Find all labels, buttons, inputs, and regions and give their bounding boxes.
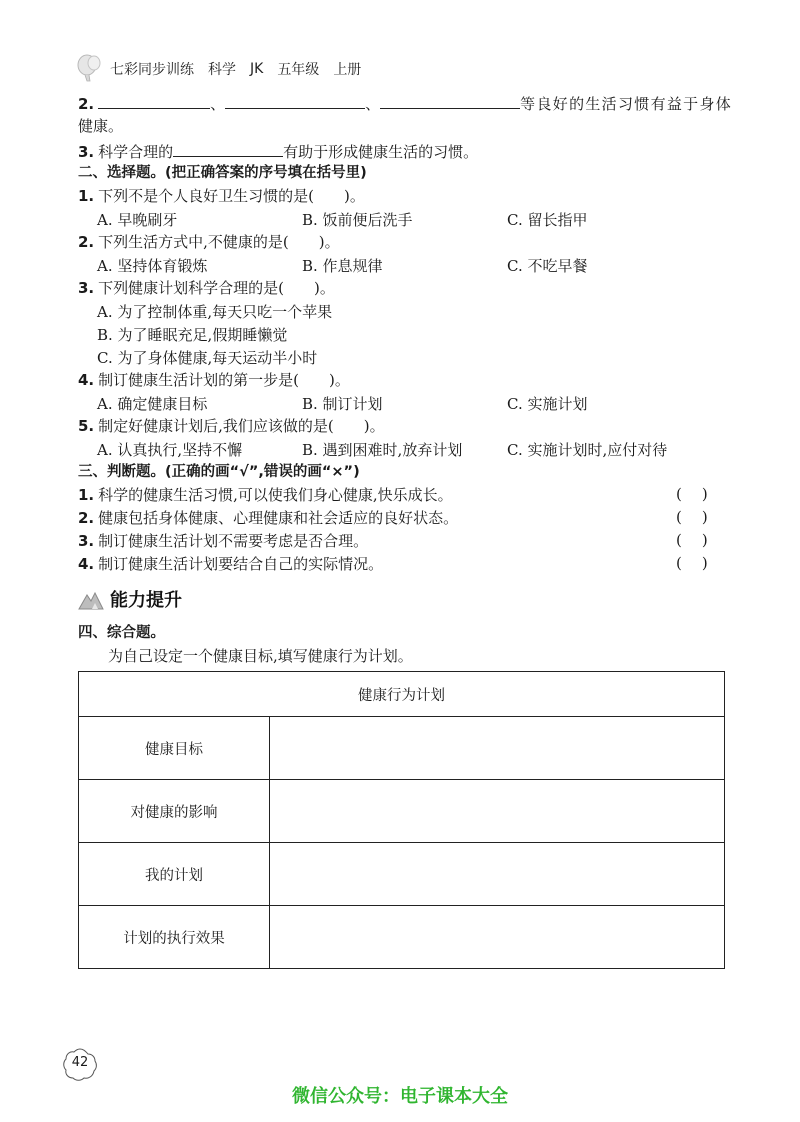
judge-item-1: 1. 科学的健康生活习惯,可以使我们身心健康,快乐成长。 (78, 486, 453, 504)
option-c[interactable]: C. 为了身体健康,每天运动半小时 (97, 349, 318, 367)
page-number: 42 (71, 1055, 89, 1070)
option-c[interactable]: C. 不吃早餐 (507, 257, 588, 275)
answer-parenthesis[interactable]: () (676, 531, 728, 549)
choice-question-4: 4. 制订健康生活计划的第一步是( )。 (78, 371, 350, 389)
choice-question-3: 3. 下列健康计划科学合理的是( )。 (78, 279, 335, 297)
health-plan-table (78, 671, 725, 969)
option-c[interactable]: C. 实施计划时,应付对待 (507, 441, 668, 459)
balloon-logo-icon (76, 54, 102, 84)
option-b[interactable]: B. 饭前便后洗手 (302, 211, 413, 229)
comprehensive-instruction: 为自己设定一个健康目标,填写健康行为计划。 (108, 647, 413, 665)
ability-section-banner (78, 585, 182, 613)
judge-item-3: 3. 制订健康生活计划不需要考虑是否合理。 (78, 532, 369, 550)
row-label: 我的计划 (79, 843, 270, 906)
mountain-icon (78, 587, 104, 611)
page-number-badge (62, 1046, 98, 1082)
answer-parenthesis[interactable]: () (676, 485, 728, 503)
choice-section-heading: 二、选择题。(把正确答案的序号填在括号里) (78, 165, 367, 181)
answer-parenthesis[interactable]: () (676, 508, 728, 526)
choice-question-1: 1. 下列不是个人良好卫生习惯的是( )。 (78, 187, 365, 205)
option-a[interactable]: A. 认真执行,坚持不懈 (97, 441, 243, 459)
answer-cell[interactable] (270, 717, 725, 780)
option-b[interactable]: B. 作息规律 (302, 257, 383, 275)
option-a[interactable]: A. 坚持体育锻炼 (97, 257, 208, 275)
table-row (79, 717, 725, 780)
answer-blank[interactable] (225, 92, 365, 109)
series-title: 七彩同步训练 (110, 62, 194, 78)
table-title: 健康行为计划 (79, 672, 725, 717)
row-label: 健康目标 (79, 717, 270, 780)
choice-question-5: 5. 制定好健康计划后,我们应该做的是( )。 (78, 417, 385, 435)
row-label: 对健康的影响 (79, 780, 270, 843)
option-a[interactable]: A. 为了控制体重,每天只吃一个苹果 (97, 303, 333, 321)
answer-blank[interactable] (98, 92, 210, 109)
option-a[interactable]: A. 早晚刷牙 (97, 211, 178, 229)
watermark-text: 微信公众号：电子课本大全 (292, 1086, 508, 1107)
table-row (79, 906, 725, 969)
judge-section-heading: 三、判断题。(正确的画“√”,错误的画“×”) (78, 464, 360, 480)
comprehensive-section-heading: 四、综合题。 (78, 625, 165, 641)
table-row (79, 780, 725, 843)
answer-parenthesis[interactable]: () (676, 554, 728, 572)
grade-label: 五年级 (277, 62, 320, 78)
edition-label: JK (250, 61, 264, 77)
option-b[interactable]: B. 为了睡眠充足,假期睡懒觉 (97, 326, 288, 344)
table-header-row (79, 672, 725, 717)
judge-item-4: 4. 制订健康生活计划要结合自己的实际情况。 (78, 555, 384, 573)
subject-label: 科学 (208, 62, 236, 78)
volume-label: 上册 (333, 62, 362, 78)
option-b[interactable]: B. 遇到困难时,放弃计划 (302, 441, 463, 459)
ability-title: 能力提升 (110, 590, 182, 611)
answer-cell[interactable] (270, 906, 725, 969)
choice-question-2: 2. 下列生活方式中,不健康的是( )。 (78, 233, 340, 251)
answer-cell[interactable] (270, 780, 725, 843)
fill-question-2: 2. 、 、 等良好的生活习惯有益于身体 (78, 92, 732, 114)
answer-blank[interactable] (380, 92, 520, 109)
option-a[interactable]: A. 确定健康目标 (97, 395, 208, 413)
table-row (79, 843, 725, 906)
judge-item-2: 2. 健康包括身体健康、心理健康和社会适应的良好状态。 (78, 509, 459, 527)
option-c[interactable]: C. 留长指甲 (507, 211, 588, 229)
fill-question-2-continued: 健康。 (78, 117, 124, 135)
answer-cell[interactable] (270, 843, 725, 906)
page-header (76, 54, 375, 84)
option-c[interactable]: C. 实施计划 (507, 395, 588, 413)
fill-question-3: 3. 科学合理的 有助于形成健康生活的习惯。 (78, 140, 478, 162)
row-label: 计划的执行效果 (79, 906, 270, 969)
answer-blank[interactable] (173, 140, 283, 157)
option-b[interactable]: B. 制订计划 (302, 395, 383, 413)
